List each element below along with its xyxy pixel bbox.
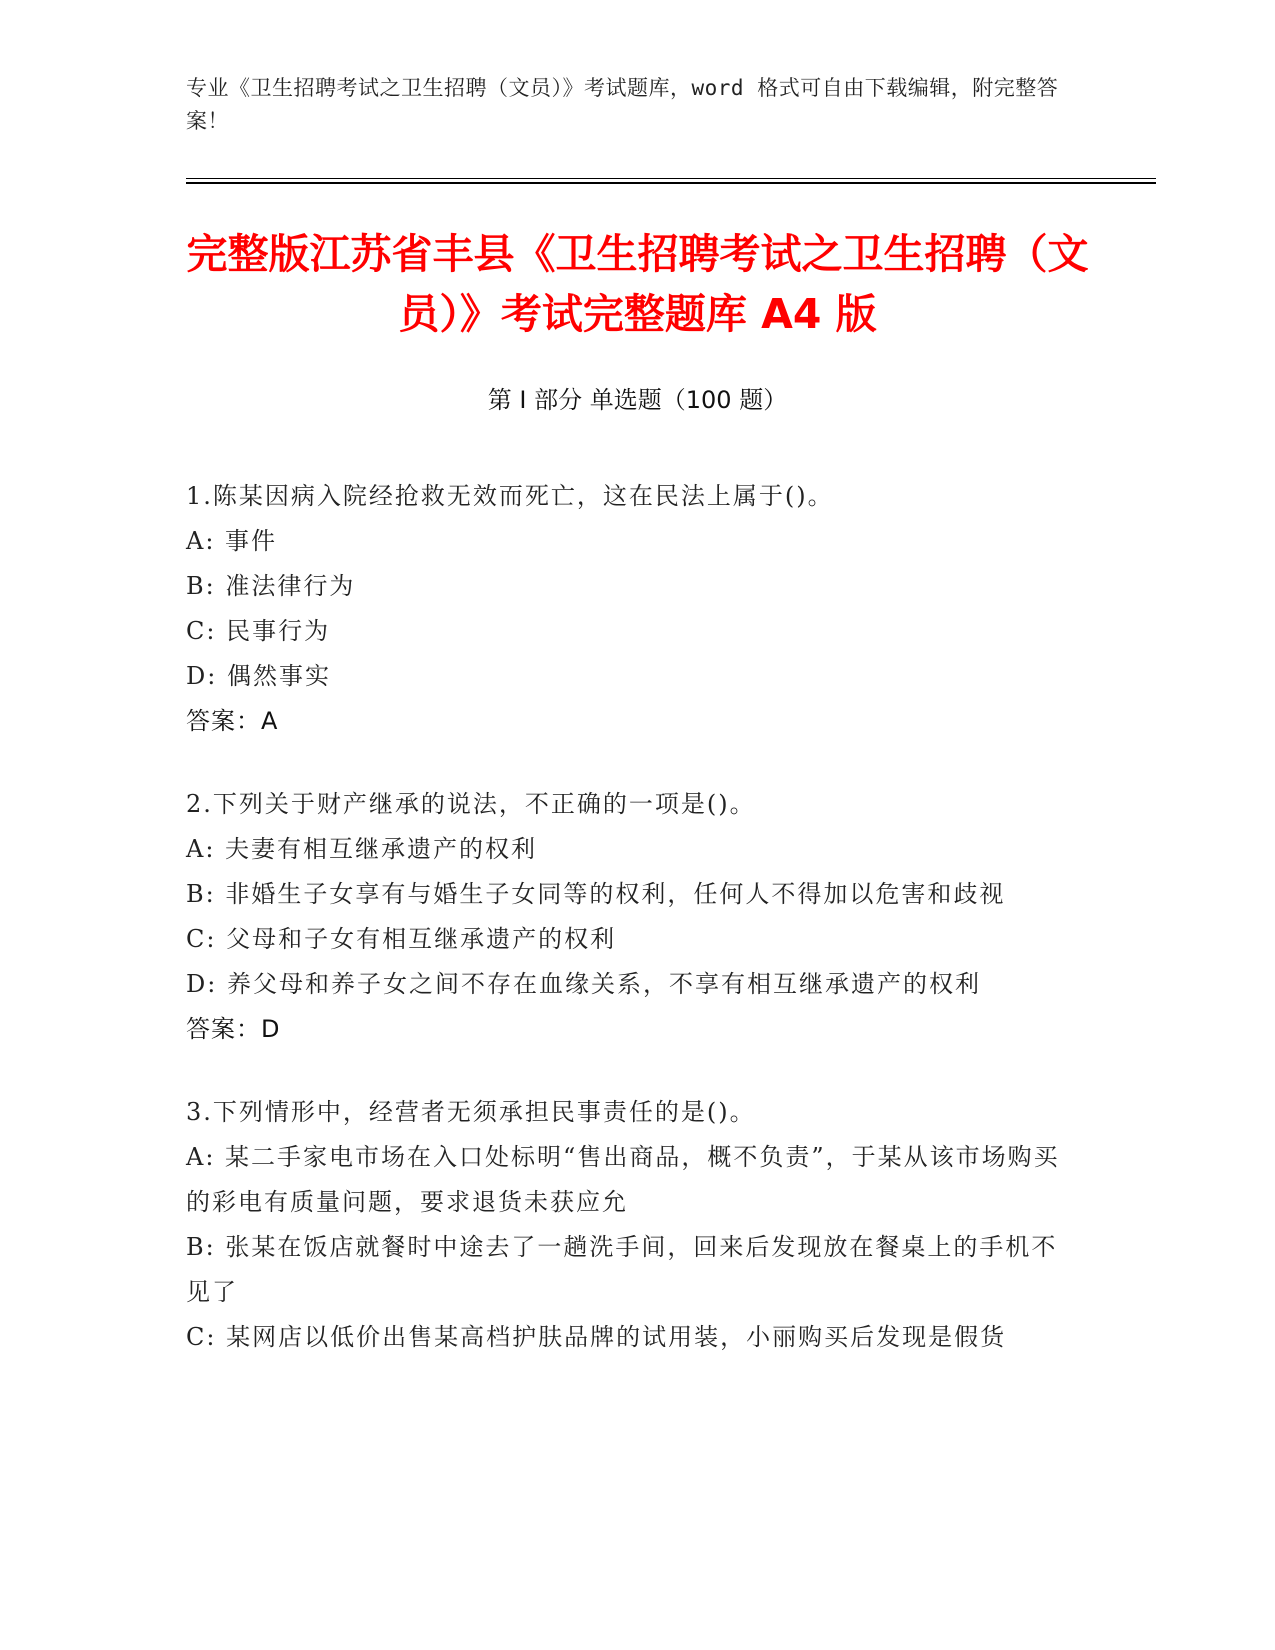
option-c: C: 民事行为	[186, 617, 331, 645]
question-stem: 1.陈某因病入院经抢救无效而死亡，这在民法上属于()。	[186, 482, 834, 510]
option-a: A: 夫妻有相互继承遗产的权利	[186, 835, 538, 863]
question-list	[186, 474, 1066, 1398]
option-d: D: 偶然事实	[186, 662, 331, 690]
option-b: B: 张某在饭店就餐时中途去了一趟洗手间，回来后发现放在餐桌上的手机不见了	[186, 1233, 1058, 1306]
option-a: A: 某二手家电市场在入口处标明“售出商品，概不负责”，于某从该市场购买的彩电有质量问题，要求退货未获应允	[186, 1143, 1060, 1216]
header-note: 专业《卫生招聘考试之卫生招聘（文员）》考试题库，word 格式可自由下载编辑，附完整答案！	[186, 76, 1059, 133]
question-1	[186, 474, 1066, 744]
document-title: 完整版江苏省丰县《卫生招聘考试之卫生招聘（文员）》考试完整题库 A4 版	[186, 230, 1089, 338]
header-divider-thin	[186, 178, 1156, 179]
option-b: B: 非婚生子女享有与婚生子女同等的权利，任何人不得加以危害和歧视	[186, 880, 1006, 908]
option-c: C: 某网店以低价出售某高档护肤品牌的试用装，小丽购买后发现是假货	[186, 1323, 1007, 1351]
header-divider-thick	[186, 182, 1156, 184]
option-b: B: 准法律行为	[186, 572, 356, 600]
option-c: C: 父母和子女有相互继承遗产的权利	[186, 925, 617, 953]
option-a: A: 事件	[186, 527, 278, 555]
section-title: 第 I 部分 单选题（100 题）	[487, 386, 788, 414]
question-2	[186, 782, 1066, 1052]
answer: 答案：D	[186, 1015, 281, 1043]
question-stem: 2.下列关于财产继承的说法，不正确的一项是()。	[186, 790, 756, 818]
question-stem: 3.下列情形中，经营者无须承担民事责任的是()。	[186, 1098, 756, 1126]
question-3	[186, 1090, 1066, 1360]
option-d: D: 养父母和养子女之间不存在血缘关系，不享有相互继承遗产的权利	[186, 970, 981, 998]
answer: 答案：A	[186, 707, 279, 735]
